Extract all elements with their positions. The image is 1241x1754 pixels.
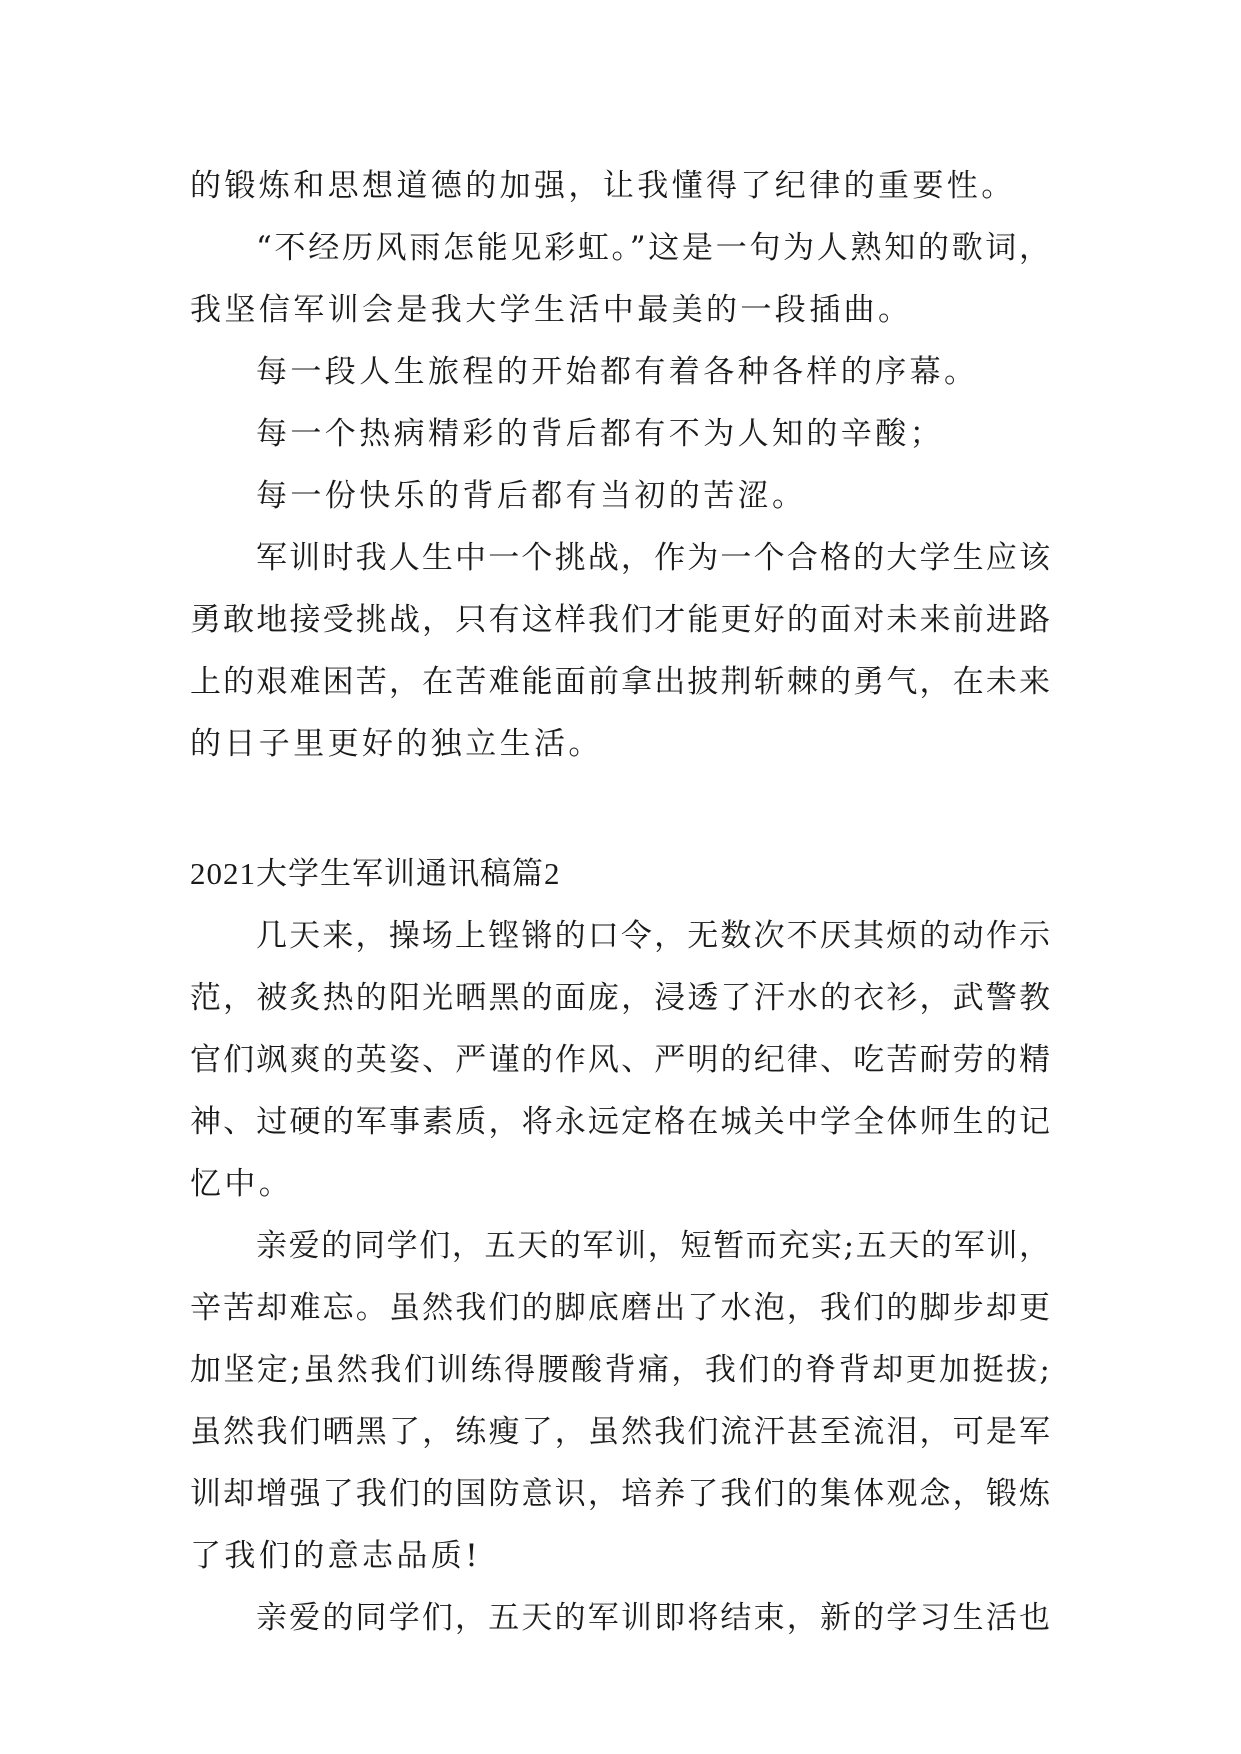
verse-line: 每一段人生旅程的开始都有着各种各样的序幕。 [256, 354, 979, 390]
paragraph-1-line: 官们飒爽的英姿、严谨的作风、严明的纪律、吃苦耐劳的精 [190, 1042, 1050, 1078]
paragraph-1-line: 神、过硬的军事素质，将永远定格在城关中学全体师生的记 [190, 1104, 1050, 1140]
song-paragraph-line: 我坚信军训会是我大学生活中最美的一段插曲。 [190, 292, 913, 328]
paragraph-2-line: 了我们的意志品质! [190, 1538, 482, 1574]
paragraph-2-line: 加坚定;虽然我们训练得腰酸背痛，我们的脊背却更加挺拔; [190, 1352, 1050, 1388]
challenge-paragraph-line: 勇敢地接受挑战，只有这样我们才能更好的面对未来前进路 [190, 602, 1050, 638]
document-page [190, 155, 1050, 1649]
challenge-paragraph-line: 军训时我人生中一个挑战，作为一个合格的大学生应该 [256, 540, 1050, 576]
section-heading: 2021大学生军训通讯稿篇2 [190, 856, 561, 891]
song-paragraph-line: “不经历风雨怎能见彩虹。”这是一句为人熟知的歌词， [256, 230, 1050, 266]
section-spacer [190, 775, 1050, 843]
paragraph-2-line: 训却增强了我们的国防意识，培养了我们的集体观念，锻炼 [190, 1476, 1050, 1512]
paragraph-1-line: 忆中。 [190, 1166, 294, 1202]
paragraph-1-line: 几天来，操场上铿锵的口令，无数次不厌其烦的动作示 [256, 918, 1050, 954]
verse-line: 每一份快乐的背后都有当初的苦涩。 [256, 478, 807, 514]
challenge-paragraph-line: 的日子里更好的独立生活。 [190, 726, 603, 762]
paragraph-3-line: 亲爱的同学们，五天的军训即将结束，新的学习生活也 [256, 1600, 1050, 1636]
verse-line: 每一个热病精彩的背后都有不为人知的辛酸； [256, 416, 944, 452]
paragraph-2-line: 亲爱的同学们，五天的军训，短暂而充实;五天的军训， [256, 1228, 1050, 1264]
paragraph-2-line: 辛苦却难忘。虽然我们的脚底磨出了水泡，我们的脚步却更 [190, 1290, 1050, 1326]
paragraph-continuation-line: 的锻炼和思想道德的加强，让我懂得了纪律的重要性。 [190, 168, 1016, 204]
paragraph-1-line: 范，被炙热的阳光晒黑的面庞，浸透了汗水的衣衫，武警教 [190, 980, 1050, 1016]
paragraph-2-line: 虽然我们晒黑了，练瘦了，虽然我们流汗甚至流泪，可是军 [190, 1414, 1050, 1450]
challenge-paragraph-line: 上的艰难困苦，在苦难能面前拿出披荆斩棘的勇气，在未来 [190, 664, 1050, 700]
